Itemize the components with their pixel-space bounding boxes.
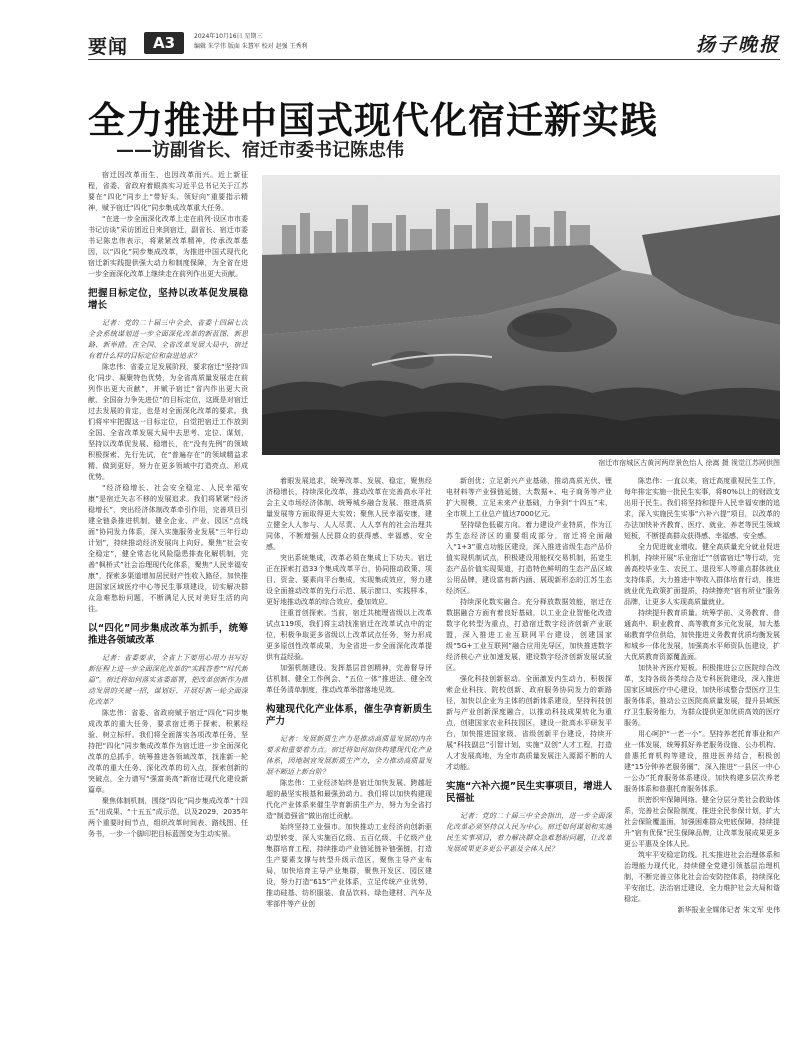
reporter-question: 记者：党的二十届三中全会指出，进一步全面深化改革必须坚持以人民为中心。宿迁如何谋划和实施民生实事项目，着力解决群众急难愁盼问题，让改革发展成果更多更公平惠及全体人民？ (446, 812, 612, 853)
reporter-question: 记者：发展新质生产力是推动高质量发展的内在要求和重要着力点。宿迁将如何加快构建现代化产业体系，因地制宜发展新质生产力，全力推动高质量发展不断迈上新台阶？ (266, 735, 432, 776)
paragraph: 新创优；立足新兴产业基础，推动高质光伏、锂电材料等产业强链延链，大数据+、电子商务等产业扩大规模，立足未来产业基础，力争到“十四五”末，全市规上工业总产值达7000亿元。 (446, 477, 612, 518)
paragraph: 着眼发展追求，统筹改革、发展、稳定，聚焦经济稳增长，持续深化改革，推动改革在完善高水平社会主义市场经济体制、统筹城乡融合发展、推进高质量发展等方面取得更大实效；聚焦人民幸福安康，建立健全人人参与、人人尽责、人人享有的社会治理共同体，不断增强人民群众的获得感、幸福感、安全感。 (266, 477, 432, 551)
text-column-2 (266, 476, 432, 1041)
photo-illustration (262, 175, 780, 455)
text-column-3 (446, 476, 612, 1041)
photo-caption: 宿迁市宿城区古黄河两岸景色怡人 徐嵩 摄 视觉江苏网供图 (598, 459, 780, 467)
paragraph: 始终坚持工业强市。加快推动工业经济向创新驱动型转变，深入实施百亿级、五百亿级、千亿级产业集群培育工程，持续推动产业链延链补链强链，打造生产要素支撑与转型升级示范区，聚焦主导产业布局，加快培育主导产业集群，聚焦开发区、园区建设，努力打造“615”产业体系，立足传统产业优势，推动硅基、纺织服装、食品饮料、绿色建材、汽车及零部件等产业创 (266, 823, 432, 908)
paragraph: 突出系统集成，改革必须在集成上下功夫。宿迁正在探索打造33个集成改革平台，协同推动政策、项目、资金、要素向平台集成，实现集成效应，努力建设全面推动改革的先行示范、展示窗口、实践样本，更好地推动改革的综合效应、叠加效应。 (266, 554, 432, 606)
paragraph: 筑牢平安稳定防线。扎实推进社会治理体系和治理能力现代化，持续健全党建引领基层治理机制，不断完善立体化社会治安防控体系，持续深化平安宿迁、法治宿迁建设，全力维护社会大局和谐稳定。 (624, 851, 780, 903)
paragraph: 坚持绿色低碳方向。着力建设产业特质，作为江苏生态经济区的重要组成部分，宿迁将全面融入“1+3”重点功能区建设，深入推进省级生态产品价值实现机制试点，积极建设用能权交易机制，拓宽生态产品价值实现渠道，打造特色鲜明的生态产品区域公用品牌，建设富有新内涵、展现新形态的江苏生态经济区。 (446, 521, 612, 595)
issue-date: 2024年10月16日 星期三 (194, 33, 263, 40)
paragraph: 陈忠伟：工业经济始终是宿迁加快发展、跨越赶超的最坚实根基和最强劲动力。我们将以加快构建现代化产业体系来催生孕育新质生产力，努力为全省打造“制造强省”做出宿迁贡献。 (266, 779, 432, 820)
section-name: 要闻 (88, 36, 129, 58)
reporter-question: 记者：省委要求，全省上下要用心用力书写好新征程上进一步全面深化改革的“实践答卷”“时代新篇”。宿迁将如何落实省委部署，把改革创新作为推动发展的关键一招，谋划好、开展好新一轮全面深化改革？ (88, 654, 248, 706)
article-headline: 全力推进中国式现代化宿迁新实践 (88, 99, 658, 142)
paragraph: 陈忠伟：省委立足发展阶段，要求宿迁“坚持‘四化’同步、凝聚特色优势，为全省高质量发展走在前列作出更大贡献”，并赋予宿迁“省内作出更大贡献、全国奋力争先进位”的目标定位，这既是对宿迁过去发展的肯定，也是对全面深化改革的要求。我们将牢牢把握这一目标定位，自觉把宿迁工作放到全国、全省改革发展大局中去思考、定位、谋划，坚持以改革促发展、稳增长，在“没有先例”的领域积极探索、先行先试，在“普遍存在”的领域精益求精、做到更好，努力在更多领域中打造亮点、形成优势。 (88, 363, 248, 481)
paragraph: 持续提升教育质量。统筹学前、义务教育、普通高中、职业教育、高等教育多元化发展，加大基础教育学位供给，加快推进义务教育优质均衡发展和城乡一体化发展，加强高水平师资队伍建设，扩大优质教育资源覆盖面。 (624, 609, 780, 661)
reporter-question: 记者：党的二十届三中全会、省委十四届七次全会系统谋划进一步全面深化改革的新蓝图、新思路、新举措。在全国、全省改革发展大局中，宿迁有着什么样的目标定位和奋进追求？ (88, 319, 248, 360)
section-subhead: 以“四化”同步集成改革为抓手，统筹推进各领域改革 (88, 623, 248, 646)
text-column-4 (624, 476, 780, 1041)
section-subhead: 把握目标定位，坚持以改革促发展稳增长 (88, 288, 248, 311)
paragraph: 持续深化数实融合。充分释放数据效能，宿迁在数据融合方面有着良好基础，以工业企业智能化改造数字化转型为重点，打造宿迁数字经济创新产业联盟，深入推进工业互联网平台建设，创建国家级“5G+工业互联网”融合应用先导区，加快推进数字经济核心产业加速发展，建设数字经济创新发展试验区。 (446, 598, 612, 672)
paragraph: 加快补齐医疗短板。积极推进公立医院综合改革，支持各级各类综合及专科医院建设，深入推进国家区域医疗中心建设，加快形成整合型医疗卫生服务体系，推动公立医院高质量发展，提升县域医疗卫生服务能力，为群众提供更加优质高效的医疗服务。 (624, 664, 780, 727)
paragraph: “在进一步全面深化改革上走在前列·设区市市委书记访谈”采访团近日来到宿迁，副省长、宿迁市委书记陈忠伟表示，将紧紧改革精神，传承改革基因，以“四化”同步集成改革，为推进中国式现代化宿迁新实践提供强大动力和制度保障，为全省在进一步全面深化改革上继续走在前列作出更大贡献。 (88, 215, 248, 278)
paragraph: 用心呵护“一老一小”。坚持养老托育事业和产业一体发展，统筹抓好养老服务设施、公办机构、普惠托育机构等建设，推进医养结合，积极创建“15分钟养老服务圈”，深入推进“一县区一中心一公办”托育服务体系建设，加快构建多层次养老服务体系和普惠托育服务体系。 (624, 730, 780, 793)
paragraph: 陈忠伟：一直以来，宿迁高度重视民生工作，每年排定实施一批民生实事，将80%以上的财政支出用于民生。我们将坚持和提升人民幸福安康的追求，深入实施民生实事“六补六提”项目，以改革的办法加快补齐教育、医疗、就业、养老等民生领域短板，不断提高群众获得感、幸福感、安全感。 (624, 477, 780, 540)
paragraph: 加强机制建设。发挥基层首创精神，完善督导评估机制、健全工作例会、“五位一体”推进法、健全改革任务清单制度，推动改革举措落地见效。 (266, 664, 432, 694)
paragraph: 宿迁因改革而生，也因改革而兴。近上新征程，省委、省政府着眼高实习近平总书记关于江苏要在“四化”同步上“带好头、领好向”重要指示精神，赋予宿迁“四化”同步集成改革重大任务。 (88, 171, 248, 212)
section-subhead: 实施“六补六提”民生实事项目，增进人民福祉 (446, 781, 612, 804)
reporter-byline: 新华报业全媒体记者 朱文军 史伟 (677, 906, 780, 914)
paragraph: 强化科技创新驱动。全面激发内生动力，积极探索企业科技、院校创新、政府服务协同发力的新路径，加快以企业为主体的创新体系建设，坚持科技创新与产业创新深度融合，以推动科技成果转化为重点，创建国家农业科技园区，建设一批高水平研发平台，加快推进国家级、省级创新平台建设，持续开展“科技副总”引智计划，实施“双创”人才工程，打造人才发展高地，为全市高质量发展注入源源不断的人才动能。 (446, 675, 612, 771)
paragraph: 聚焦体制机制，围绕“四化”同步集成改革“十四五”出成果、“十五五”成示范，以及2029、2035年两个重要时间节点，组织改革时间表、路线图、任务书，一步一个脚印把目标蓝图变为生动实景。 (88, 797, 248, 838)
section-subhead: 构建现代化产业体系，催生孕育新质生产力 (266, 704, 432, 727)
paragraph: “经济稳增长、社会安全稳定、人民幸福安康”是宿迁矢志不移的发展追求。我们将紧紧“经济稳增长”，突出经济体制改革牵引作用，完善项目引建全链条推进机制，健全企业、产业、园区“点线面”协同发力体系，深入实施服务业发展“三年行动计划”，持续推动经济发展向上向好。聚焦“社会安全稳定”，健全常态化风险隐患排查化解机制，完善“枫桥式”社会治理现代化体系，聚焦“人民幸福安康”，探索多渠道增加居民财产性收入路径，加快推进国家区域医疗中心等民生事项建设，切实解决群众急难愁盼问题，不断满足人民对美好生活的向往。 (88, 484, 248, 613)
masthead (88, 30, 780, 60)
newspaper-logo: 扬子晚报 (695, 34, 780, 56)
page-number-badge: A3 (144, 32, 184, 54)
paragraph: 注重首创探索。当前，宿迁共梳理省级以上改革试点119项，我们将主动找准宿迁在改革试点中的定位，积极争取更多省级以上改革试点任务，努力形成更多原创性改革成果，为全省进一步全面深化改革提供有益经验。 (266, 609, 432, 661)
text-column-1 (88, 170, 248, 1040)
paragraph: 全力促进就业增收。健全高质量充分就业促进机制，持续开展“乐业宿迁”“创富宿迁”等行动，完善高校毕业生、农民工、退役军人等重点群体就业支持体系，大力推进中等收入群体培育行动，推进就业优先政策扩面提质，持续擦亮“宿有所业”服务品牌，让更多人实现高质量就业。 (624, 543, 780, 606)
paragraph: 织密织牢保障网络。健全分层分类社会救助体系，完善社会保险制度，推进全民参保计划，扩大社会保险覆盖面，加强困难群众兜底保障，持续提升“宿有优保”民生保障品牌，让改革发展成果更多更公平惠及全体人民。 (624, 796, 780, 848)
paragraph: 陈忠伟：省委、省政府赋予宿迁“四化”同步集成改革的重大任务，要求宿迁勇于探索、积累经验、树立标杆。我们将全面落实各项改革任务，坚持把“四化”同步集成改革作为宿迁进一步全面深化改革的总抓手，统筹推进各领域改革，找准新一轮改革的重大任务、深化改革的切入点，探索创新的突破点，全力谱写“强富美高”新宿迁现代化建设新篇章。 (88, 709, 248, 794)
editor-credits: 编辑 朱学伟 版面 朱慧军 校对 赵强 王秀利 (194, 43, 308, 50)
city-river-photo (262, 175, 780, 455)
article-subheadline: ——访副省长、宿迁市委书记陈忠伟 (116, 140, 404, 161)
